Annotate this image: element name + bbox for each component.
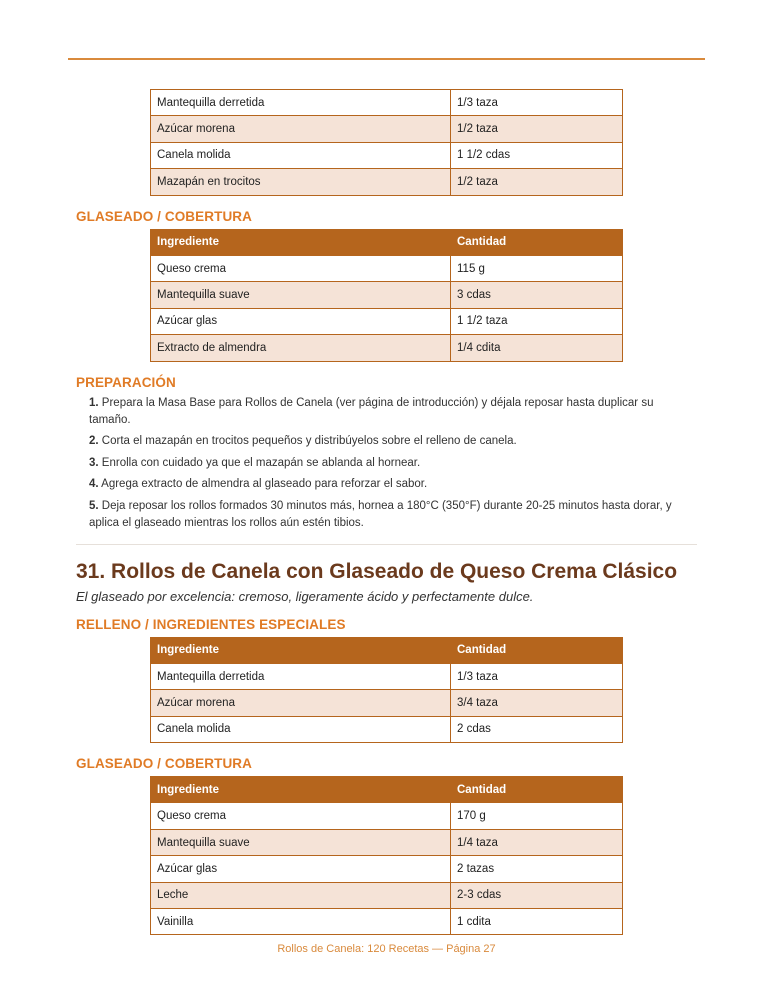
quantity-cell: 1/4 cdita bbox=[451, 335, 623, 361]
quantity-cell: 2 tazas bbox=[451, 856, 623, 882]
table-row bbox=[151, 169, 623, 195]
table-row bbox=[151, 909, 623, 935]
ingredient-cell: Canela molida bbox=[151, 716, 451, 742]
column-header-quantity: Cantidad bbox=[451, 637, 623, 663]
step-number: 4. bbox=[89, 478, 99, 491]
quantity-cell: 1 cdita bbox=[451, 909, 623, 935]
ingredient-cell: Vainilla bbox=[151, 909, 451, 935]
quantity-cell: 1 1/2 taza bbox=[451, 308, 623, 334]
ingredient-cell: Azúcar glas bbox=[151, 308, 451, 334]
table-row bbox=[151, 116, 623, 142]
column-header-ingredient: Ingrediente bbox=[151, 777, 451, 803]
ingredient-cell: Queso crema bbox=[151, 255, 451, 281]
ingredient-cell: Queso crema bbox=[151, 803, 451, 829]
table-row bbox=[151, 663, 623, 689]
recipe-subtitle: El glaseado por excelencia: cremoso, ligeramente ácido y perfectamente dulce. bbox=[76, 588, 534, 604]
table-row bbox=[151, 142, 623, 168]
step-number: 1. bbox=[89, 396, 99, 409]
header-rule bbox=[68, 58, 705, 60]
table-row bbox=[151, 335, 623, 361]
step-number: 3. bbox=[89, 456, 99, 469]
step-item bbox=[89, 433, 697, 450]
quantity-cell: 1 1/2 cdas bbox=[451, 142, 623, 168]
quantity-cell: 3/4 taza bbox=[451, 690, 623, 716]
ingredient-cell: Extracto de almendra bbox=[151, 335, 451, 361]
column-header-quantity: Cantidad bbox=[451, 229, 623, 255]
step-text: Prepara la Masa Base para Rollos de Canela (ver página de introducción) y déjala reposar hasta duplicar su tamaño. bbox=[89, 396, 654, 426]
table-row bbox=[151, 308, 623, 334]
glaze-heading: GLASEADO / COBERTURA bbox=[76, 756, 253, 772]
section-divider bbox=[76, 544, 697, 545]
column-header-quantity: Cantidad bbox=[451, 777, 623, 803]
quantity-cell: 1/2 taza bbox=[451, 116, 623, 142]
ingredient-cell: Mantequilla derretida bbox=[151, 663, 451, 689]
step-item bbox=[89, 476, 697, 493]
recipe-title: 31. Rollos de Canela con Glaseado de Queso Crema Clásico bbox=[76, 559, 678, 583]
ingredient-cell: Azúcar glas bbox=[151, 856, 451, 882]
ingredient-cell: Mantequilla derretida bbox=[151, 90, 451, 116]
step-item bbox=[89, 498, 697, 532]
ingredient-cell: Mazapán en trocitos bbox=[151, 169, 451, 195]
page-content bbox=[76, 89, 697, 935]
step-text: Deja reposar los rollos formados 30 minutos más, hornea a 180°C (350°F) durante 20-25 minutos hasta dorar, y aplica el glaseado mientras los rollos aún estén tibios. bbox=[89, 499, 672, 529]
table-row bbox=[151, 690, 623, 716]
table-header-row bbox=[151, 637, 623, 663]
ingredient-cell: Azúcar morena bbox=[151, 116, 451, 142]
table-row bbox=[151, 829, 623, 855]
filling-heading: RELLENO / INGREDIENTES ESPECIALES bbox=[76, 616, 346, 632]
column-header-ingredient: Ingrediente bbox=[151, 637, 451, 663]
ingredient-cell: Mantequilla suave bbox=[151, 829, 451, 855]
table-row bbox=[151, 90, 623, 116]
glaze-heading: GLASEADO / COBERTURA bbox=[76, 208, 253, 224]
quantity-cell: 1/3 taza bbox=[451, 663, 623, 689]
filling-table bbox=[150, 637, 623, 744]
ingredient-cell: Canela molida bbox=[151, 142, 451, 168]
quantity-cell: 1/4 taza bbox=[451, 829, 623, 855]
quantity-cell: 2 cdas bbox=[451, 716, 623, 742]
ingredient-cell: Leche bbox=[151, 882, 451, 908]
ingredient-cell: Azúcar morena bbox=[151, 690, 451, 716]
step-text: Corta el mazapán en trocitos pequeños y distribúyelos sobre el relleno de canela. bbox=[101, 435, 517, 448]
table-header-row bbox=[151, 777, 623, 803]
table-row bbox=[151, 255, 623, 281]
quantity-cell: 2-3 cdas bbox=[451, 882, 623, 908]
quantity-cell: 3 cdas bbox=[451, 282, 623, 308]
step-item bbox=[89, 395, 697, 429]
glaze-table bbox=[150, 229, 623, 362]
step-number: 2. bbox=[89, 435, 99, 448]
step-number: 5. bbox=[89, 499, 99, 512]
step-text: Enrolla con cuidado ya que el mazapán se ablanda al hornear. bbox=[101, 456, 421, 469]
quantity-cell: 115 g bbox=[451, 255, 623, 281]
column-header-ingredient: Ingrediente bbox=[151, 229, 451, 255]
page-footer: Rollos de Canela: 120 Recetas — Página 27 bbox=[277, 943, 496, 955]
preparation-steps bbox=[76, 395, 697, 532]
filling-table-continued bbox=[150, 89, 623, 196]
ingredient-cell: Mantequilla suave bbox=[151, 282, 451, 308]
quantity-cell: 1/2 taza bbox=[451, 169, 623, 195]
table-row bbox=[151, 882, 623, 908]
step-text: Agrega extracto de almendra al glaseado para reforzar el sabor. bbox=[101, 478, 428, 491]
glaze-table bbox=[150, 776, 623, 935]
table-row bbox=[151, 856, 623, 882]
table-header-row bbox=[151, 229, 623, 255]
preparation-heading: PREPARACIÓN bbox=[76, 374, 176, 390]
quantity-cell: 170 g bbox=[451, 803, 623, 829]
quantity-cell: 1/3 taza bbox=[451, 90, 623, 116]
table-row bbox=[151, 282, 623, 308]
step-item bbox=[89, 455, 697, 472]
table-row bbox=[151, 716, 623, 742]
table-row bbox=[151, 803, 623, 829]
